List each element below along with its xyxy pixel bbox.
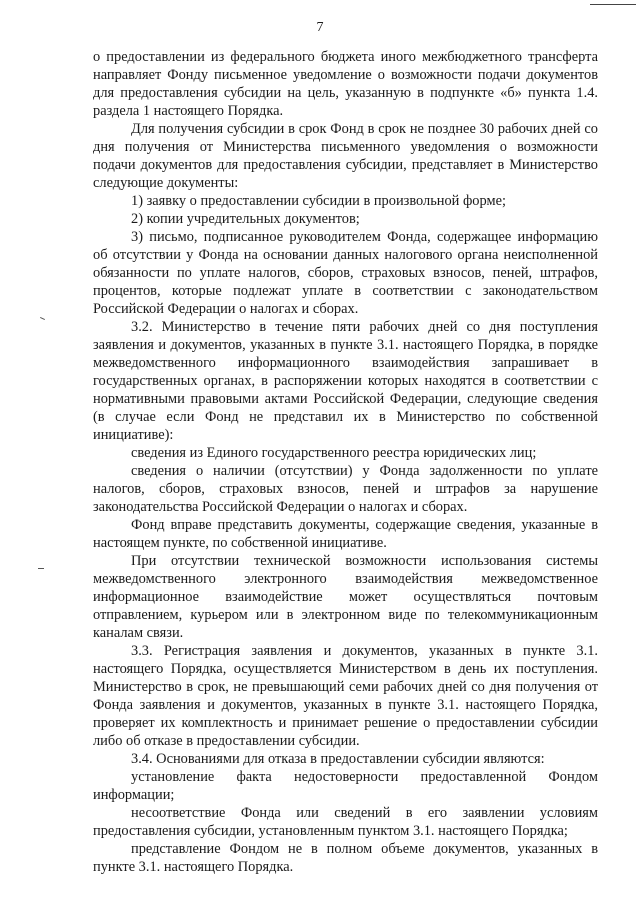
margin-mark bbox=[38, 568, 44, 569]
list-item: 3) письмо, подписанное руководителем Фонда, содержащее информацию об отсутствии у Фонда на основании данных налогового органа неисполненной обязанности по уплате налогов, сборов, страховых взносов, пеней, штрафов, процентов, которые подлежат уплате в соответствии с законодательством Российской Федерации о налогах и сборах. bbox=[93, 229, 598, 317]
paragraph: сведения о наличии (отсутствии) у Фонда задолженности по уплате налогов, сборов, страховых взносов, пеней и штрафов за нарушение законодательства Российской Федерации о налогах и сборах. bbox=[93, 463, 598, 515]
paragraph: сведения из Единого государственного реестра юридических лиц; bbox=[131, 445, 537, 461]
document-body bbox=[93, 48, 598, 876]
header-rule bbox=[590, 4, 636, 5]
list-item: 1) заявку о предоставлении субсидии в произвольной форме; bbox=[131, 193, 506, 209]
margin-mark bbox=[40, 317, 45, 320]
paragraph: Для получения субсидии в срок Фонд в срок не позднее 30 рабочих дней со дня получения от Министерства письменного уведомления о возможности подачи документов для предоставления субсидии, представляет в Министерство следующие документы: bbox=[93, 121, 598, 191]
paragraph: При отсутствии технической возможности использования системы межведомственного электронного взаимодействия межведомственное информационное взаимодействие может осуществляться почтовым отправлением, курьером или в электронном виде по телекоммуникационным каналам связи. bbox=[93, 553, 598, 641]
paragraph: Фонд вправе представить документы, содержащие сведения, указанные в настоящем пункте, по собственной инициативе. bbox=[93, 517, 598, 551]
page-number: 7 bbox=[316, 20, 324, 35]
paragraph: 3.2. Министерство в течение пяти рабочих дней со дня поступления заявления и документов, указанных в пункте 3.1. настоящего Порядка, в порядке межведомственного информационного взаимодействия запрашивает в государственных органах, в распоряжении которых находятся в соответствии с нормативными правовыми актами Российской Федерации, следующие сведения (в случае если Фонд не представил их в Министерство по собственной инициативе): bbox=[93, 319, 598, 443]
paragraph: 3.3. Регистрация заявления и документов, указанных в пункте 3.1. настоящего Порядка, осуществляется Министерством в день их поступления. Министерство в срок, не превышающий семи рабочих дней со дня получения от Фонда заявления и документов, указанных в пункте 3.1. настоящего Порядка, проверяет их комплектность и принимает решение о предоставлении субсидии либо об отказе в предоставлении субсидии. bbox=[93, 643, 598, 749]
paragraph: о предоставлении из федерального бюджета иного межбюджетного трансферта направляет Фонду письменное уведомление о возможности подачи документов для предоставления субсидии на цель, указанную в подпункте «б» пункта 1.4. раздела 1 настоящего Порядка. bbox=[93, 49, 598, 119]
list-item: 2) копии учредительных документов; bbox=[131, 211, 360, 227]
paragraph: несоответствие Фонда или сведений в его заявлении условиям предоставления субсидии, установленным пунктом 3.1. настоящего Порядка; bbox=[93, 805, 598, 839]
paragraph: представление Фондом не в полном объеме документов, указанных в пункте 3.1. настоящего Порядка. bbox=[93, 841, 598, 875]
paragraph: 3.4. Основаниями для отказа в предоставлении субсидии являются: bbox=[131, 751, 545, 767]
paragraph: установление факта недостоверности предоставленной Фондом информации; bbox=[93, 769, 598, 803]
